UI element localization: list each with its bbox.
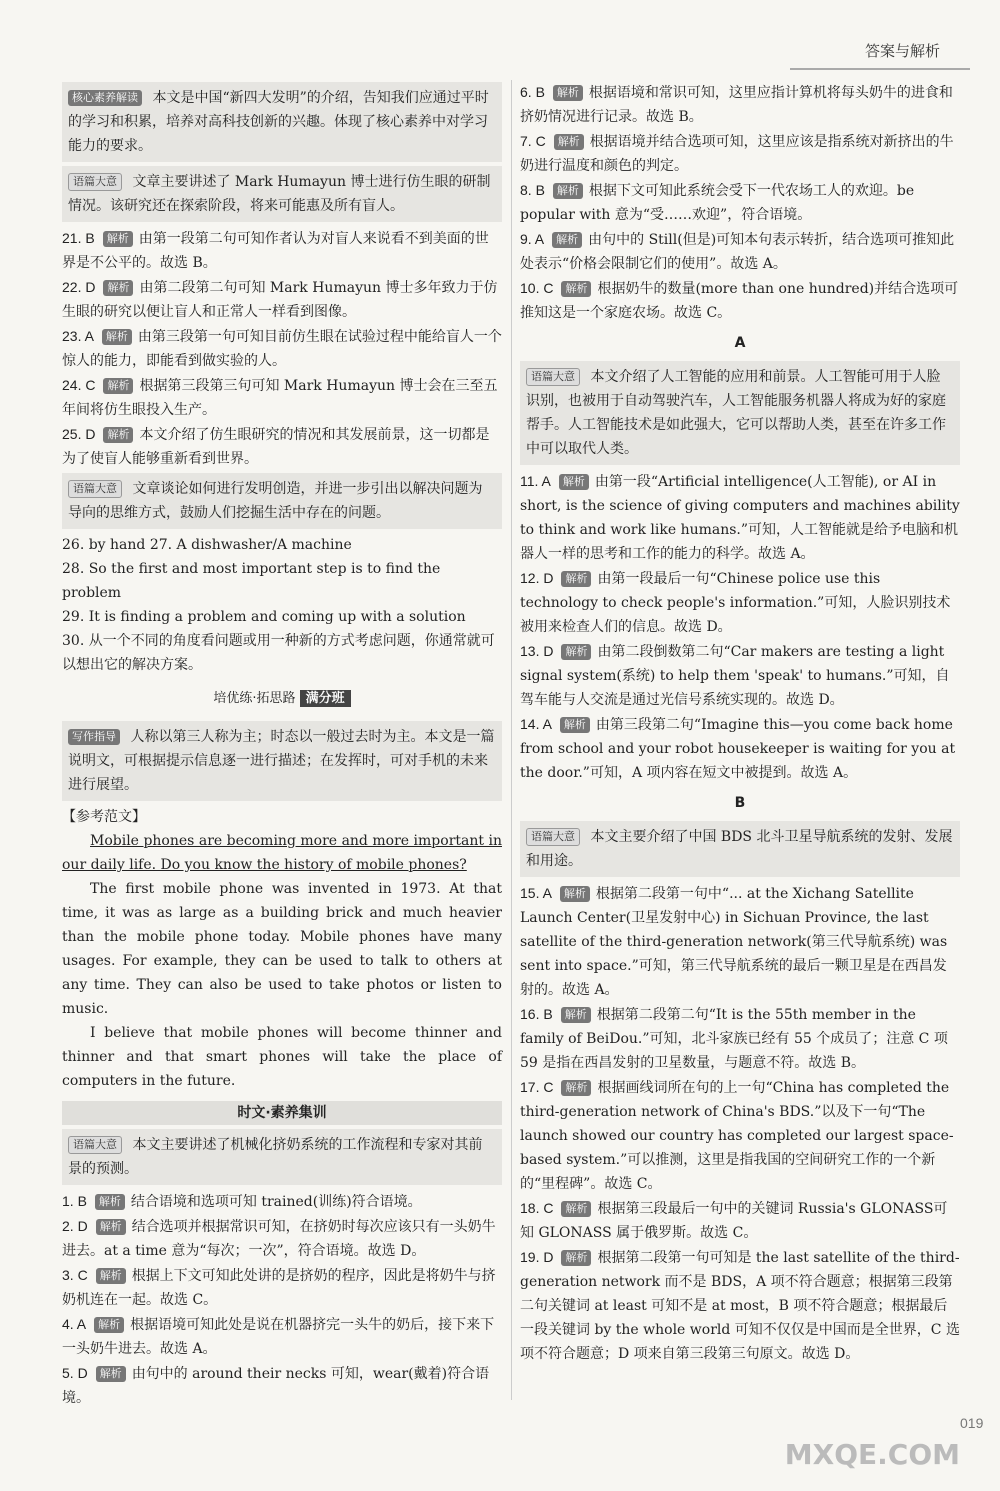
section-b-title: B: [734, 795, 746, 811]
answer-item: [62, 324, 502, 373]
analysis-tag: 解析: [561, 1250, 591, 1266]
answer-text: 根据画线词所在句的上一句“China has completed the third-generation network of China's BDS.”以及下一句“The launch showed our country has completed our largest space-based system.”可以推测，这里是指我国的空间研究工作的一个新的“里程碑”。故选 C。: [520, 1080, 954, 1192]
analysis-tag: 解析: [96, 1366, 126, 1382]
analysis-tag: 解析: [102, 329, 132, 345]
answer-list: [62, 226, 502, 471]
answer-item: [62, 422, 502, 471]
summary-tag: 语篇大意: [68, 1136, 122, 1154]
essay-paragraph: I believe that mobile phones will become thinner and thinner and that smart phones will take the place of computers in the future.: [62, 1025, 502, 1089]
answer-text: 结合选项并根据常识可知，在挤奶时每次应该只有一头奶牛进去。at a time 意为“每次；一次”，符合语境。故选 D。: [62, 1219, 496, 1259]
analysis-tag: 解析: [560, 886, 590, 902]
section-banner: [62, 687, 502, 711]
answer-text: 根据第三段第三句可知 Mark Humayun 博士会在三至五年间将仿生眼投入生产。: [62, 378, 498, 418]
answer-item: [62, 1361, 502, 1410]
analysis-tag: 解析: [560, 717, 590, 733]
answer-item: [520, 881, 960, 1002]
answer-item: [520, 1002, 960, 1075]
answer-text: 根据下文可知此系统会受下一代农场工人的欢迎。be popular with 意为“受……欢迎”，符合语境。: [520, 183, 915, 223]
answer-text: 根据第三段最后一句中的关键词 Russia's GLONASS可知 GLONASS 属于俄罗斯。故选 C。: [520, 1201, 948, 1241]
analysis-tag: 解析: [552, 232, 582, 248]
reference-label: 【参考范文】: [62, 809, 146, 825]
answer-item: [520, 1075, 960, 1196]
section-header: 答案与解析: [864, 42, 940, 60]
answer-text: 根据第二段第一句可知是 the last satellite of the third-generation network 而不是 BDS，A 项不符合题意；根据第三段第二句关键词 at least 可知不是 at most，B 项不符合题意；根据最后一段关键词 by the whole world 可知不仅仅是中国而是全世界，C 选项不符合题意；D 项来自第三段第三句原文。故选 D。: [520, 1250, 960, 1362]
analysis-tag: 解析: [554, 134, 584, 150]
answer-text: 由句中的 around their necks 可知，wear(戴着)符合语境。: [62, 1366, 490, 1406]
core-literacy-tag: 核心素养解读: [68, 90, 142, 106]
answer-item: [62, 1214, 502, 1263]
answer-number: 22. D: [62, 279, 96, 295]
answer-item: [62, 226, 502, 275]
answer-text: 根据语境可知此处是说在机器挤完一头牛的奶后，接下来下一头奶牛进去。故选 A。: [62, 1317, 495, 1357]
answer-number: 15. A: [520, 885, 552, 901]
answer-number: 13. D: [520, 643, 554, 659]
answer-text: 由第二段倒数第二句“Car makers are testing a light signal system(系统) to help them 'speak' to humans.”可知，自驾车能与人交流是通过光信号系统实现的。故选 D。: [520, 644, 950, 708]
answer-item: [520, 712, 960, 785]
summary-tag: 语篇大意: [526, 828, 580, 846]
answer-number: 4. A: [62, 1316, 87, 1332]
analysis-tag: 解析: [561, 644, 591, 660]
answer-item: [62, 373, 502, 422]
analysis-tag: 解析: [561, 571, 591, 587]
answer-item: [62, 1263, 502, 1312]
answer-item: [520, 80, 960, 129]
answer-number: 16. B: [520, 1006, 553, 1022]
answer-text: 由第一段“Artificial intelligence(人工智能), or AI in short, is the science of giving computers and machines ability to think and work like humans.”可知，人工智能就是给予电脑和机器人一样的思考和工作的能力的科学。故选 A。: [520, 474, 960, 562]
answer-text: 根据第二段第一句中“... at the Xichang Satellite Launch Center(卫星发射中心) in Sichuan Province, the last satellite of the third-generation network(第三代导航系统) was sent into space.”可知，第三代导航系统的最后一颗卫星是在西昌发射的。故选 A。: [520, 886, 948, 998]
analysis-tag: 解析: [561, 1007, 591, 1023]
passage-summary-box: [62, 166, 502, 222]
answer-item: [520, 129, 960, 178]
analysis-tag: 解析: [103, 231, 133, 247]
answer-item: [520, 639, 960, 712]
answer-number: 11. A: [520, 473, 551, 489]
answer-number: 8. B: [520, 182, 545, 198]
passage-summary-box: [520, 361, 960, 465]
answer-number: 10. C: [520, 280, 554, 296]
answer-text: 由第一段最后一句“Chinese police use this technology to check people's information.”可知，人脸识别技术被用来检查人们的信息。故选 D。: [520, 571, 951, 635]
analysis-tag: 解析: [103, 378, 133, 394]
summary-text: 本文主要介绍了中国 BDS 北斗卫星导航系统的发射、发展和用途。: [526, 829, 953, 869]
answer-text: 由句中的 Still(但是)可知本句表示转折，结合选项可推知此处表示“价格会限制它们的使用”。故选 A。: [520, 232, 955, 272]
answer-list: [62, 533, 502, 677]
analysis-tag: 解析: [103, 427, 133, 443]
answer-text: 由第三段第二句“Imagine this—you come back home from school and your robot housekeeper is waiting for you at the door.”可知，A 项内容在短文中被提到。故选 A。: [520, 717, 956, 781]
answer-text: 由第三段第一句可知目前仿生眼在试验过程中能给盲人一个惊人的能力，即能看到做实验的人。: [62, 329, 502, 369]
summary-tag: 语篇大意: [68, 173, 122, 191]
answer-number: 2. D: [62, 1218, 88, 1234]
answer-text: 结合语境和选项可知 trained(训练)符合语境。: [130, 1194, 422, 1210]
answer-number: 19. D: [520, 1249, 554, 1265]
answer-number: 14. A: [520, 716, 552, 732]
watermark: MXQE.COM: [784, 1438, 960, 1471]
answer-text: 本文介绍了仿生眼研究的情况和其发展前景，这一切都是为了使盲人能够重新看到世界。: [62, 427, 490, 467]
answer-item: [520, 566, 960, 639]
summary-tag: 语篇大意: [526, 368, 580, 386]
answer-number: 18. C: [520, 1200, 554, 1216]
answer-number: 24. C: [62, 377, 96, 393]
analysis-tag: 解析: [553, 183, 583, 199]
answer-number: 3. C: [62, 1267, 88, 1283]
analysis-tag: 解析: [94, 1317, 124, 1333]
answer-number: 17. C: [520, 1079, 554, 1095]
analysis-tag: 解析: [103, 280, 133, 296]
summary-text: 本文介绍了人工智能的应用和前景。人工智能可用于人脸识别，也被用于自动驾驶汽车，人工智能服务机器人将成为好的家庭帮手。人工智能技术是如此强大，它可以帮助人类，甚至在许多工作中可以取代人类。: [526, 369, 946, 457]
banner-left-text: 培优练·拓思路: [213, 691, 296, 706]
left-column: [62, 80, 502, 1410]
answer-list: [520, 881, 960, 1366]
model-essay: [62, 829, 502, 1093]
answer-text: 根据上下文可知此处讲的是挤奶的程序，因此是将奶牛与挤奶机连在一起。故选 C。: [62, 1268, 496, 1308]
answer-text: 由第一段第二句可知作者认为对盲人来说看不到美面的世界是不公平的。故选 B。: [62, 231, 489, 271]
essay-paragraph: The first mobile phone was invented in 1973. At that time, it was as large as a building brick and much heavier than the mobile phone today. Mobile phones have many usages. For example, they can be used to talk to others at any time. They can also be used to take photos or listen to music.: [62, 881, 502, 1017]
answer-number: 9. A: [520, 231, 545, 247]
answer-item: [520, 227, 960, 276]
summary-text: 本文主要讲述了机械化挤奶系统的工作流程和专家对其前景的预测。: [68, 1137, 483, 1177]
answer-number: 12. D: [520, 570, 554, 586]
answer-list: [520, 469, 960, 785]
answer-text: 根据第二段第二句“It is the 55th member in the family of BeiDou.”可知，北斗家族已经有 55 个成员了；注意 C 项 59 是指在西昌发射的卫星数量，与题意不符。故选 B。: [520, 1007, 948, 1071]
core-literacy-text: 本文是中国“新四大发明”的介绍，告知我们应通过平时的学习和积累，培养对高科技创新的兴趣。体现了核心素养中对学习能力的要求。: [68, 90, 489, 154]
analysis-tag: 解析: [96, 1268, 126, 1284]
passage-summary-box: [520, 821, 960, 877]
passage-summary-box: [62, 1129, 502, 1185]
writing-guide-tag: 写作指导: [68, 729, 120, 745]
answer-list: [62, 1189, 502, 1410]
banner-right-text: 满分班: [300, 690, 351, 707]
analysis-tag: 解析: [96, 1219, 126, 1235]
answer-number: 25. D: [62, 426, 96, 442]
analysis-tag: 解析: [561, 1080, 591, 1096]
section-a-title: A: [734, 335, 746, 351]
answer-item: 29. It is finding a problem and coming up with a solution: [62, 609, 466, 625]
summary-text: 文章主要讲述了 Mark Humayun 博士进行仿生眼的研制情况。该研究还在探索阶段，将来可能惠及所有盲人。: [68, 174, 491, 214]
answer-text: 由第二段第二句可知 Mark Humayun 博士多年致力于仿生眼的研究以便让盲人和正常人一样看到图像。: [62, 280, 498, 320]
header-rule: [790, 68, 970, 70]
answer-number: 6. B: [520, 84, 545, 100]
answer-number: 21. B: [62, 230, 95, 246]
essay-paragraph: Mobile phones are becoming more and more important in our daily life. Do you know the history of mobile phones?: [62, 833, 502, 873]
answer-item: [520, 469, 960, 566]
section-bar-title: 时文·素养集训: [62, 1101, 502, 1125]
answer-number: 1. B: [62, 1193, 87, 1209]
analysis-tag: 解析: [95, 1194, 125, 1210]
passage-summary-box: [62, 473, 502, 529]
answer-item: [520, 178, 960, 227]
answer-text: 根据语境并结合选项可知，这里应该是指系统对新挤出的牛奶进行温度和颜色的判定。: [520, 134, 954, 174]
core-literacy-box: [62, 82, 502, 162]
analysis-tag: 解析: [561, 1201, 591, 1217]
right-column: [520, 80, 960, 1366]
answer-list: [520, 80, 960, 325]
writing-guide-text: 人称以第三人称为主；时态以一般过去时为主。本文是一篇说明文，可根据提示信息逐一进行描述；在发挥时，可对手机的未来进行展望。: [68, 729, 495, 793]
column-divider: [511, 80, 512, 1400]
answer-item: [62, 1312, 502, 1361]
answer-number: 7. C: [520, 133, 546, 149]
answer-item: 26. by hand 27. A dishwasher/A machine: [62, 537, 352, 553]
analysis-tag: 解析: [561, 281, 591, 297]
summary-text: 文章谈论如何进行发明创造，并进一步引出以解决问题为导向的思维方式，鼓励人们挖掘生活中存在的问题。: [68, 481, 483, 521]
answer-item: [520, 276, 960, 325]
page-number: 019: [960, 1415, 984, 1431]
analysis-tag: 解析: [553, 85, 583, 101]
answer-item: [520, 1245, 960, 1366]
answer-text: 根据奶牛的数量(more than one hundred)并结合选项可推知这是一个家庭农场。故选 C。: [520, 281, 959, 321]
answer-item: 30. 从一个不同的角度看问题或用一种新的方式考虑问题，你通常就可以想出它的解决方案。: [62, 633, 495, 673]
answer-item: [520, 1196, 960, 1245]
answer-item: [62, 1189, 502, 1214]
answer-text: 根据语境和常识可知，这里应指计算机将每头奶牛的进食和挤奶情况进行记录。故选 B。: [520, 85, 953, 125]
summary-tag: 语篇大意: [68, 480, 122, 498]
writing-guide-box: [62, 721, 502, 801]
answer-number: 23. A: [62, 328, 94, 344]
answer-item: [62, 275, 502, 324]
analysis-tag: 解析: [559, 474, 589, 490]
answer-item: 28. So the first and most important step is to find the problem: [62, 561, 441, 601]
answer-number: 5. D: [62, 1365, 88, 1381]
